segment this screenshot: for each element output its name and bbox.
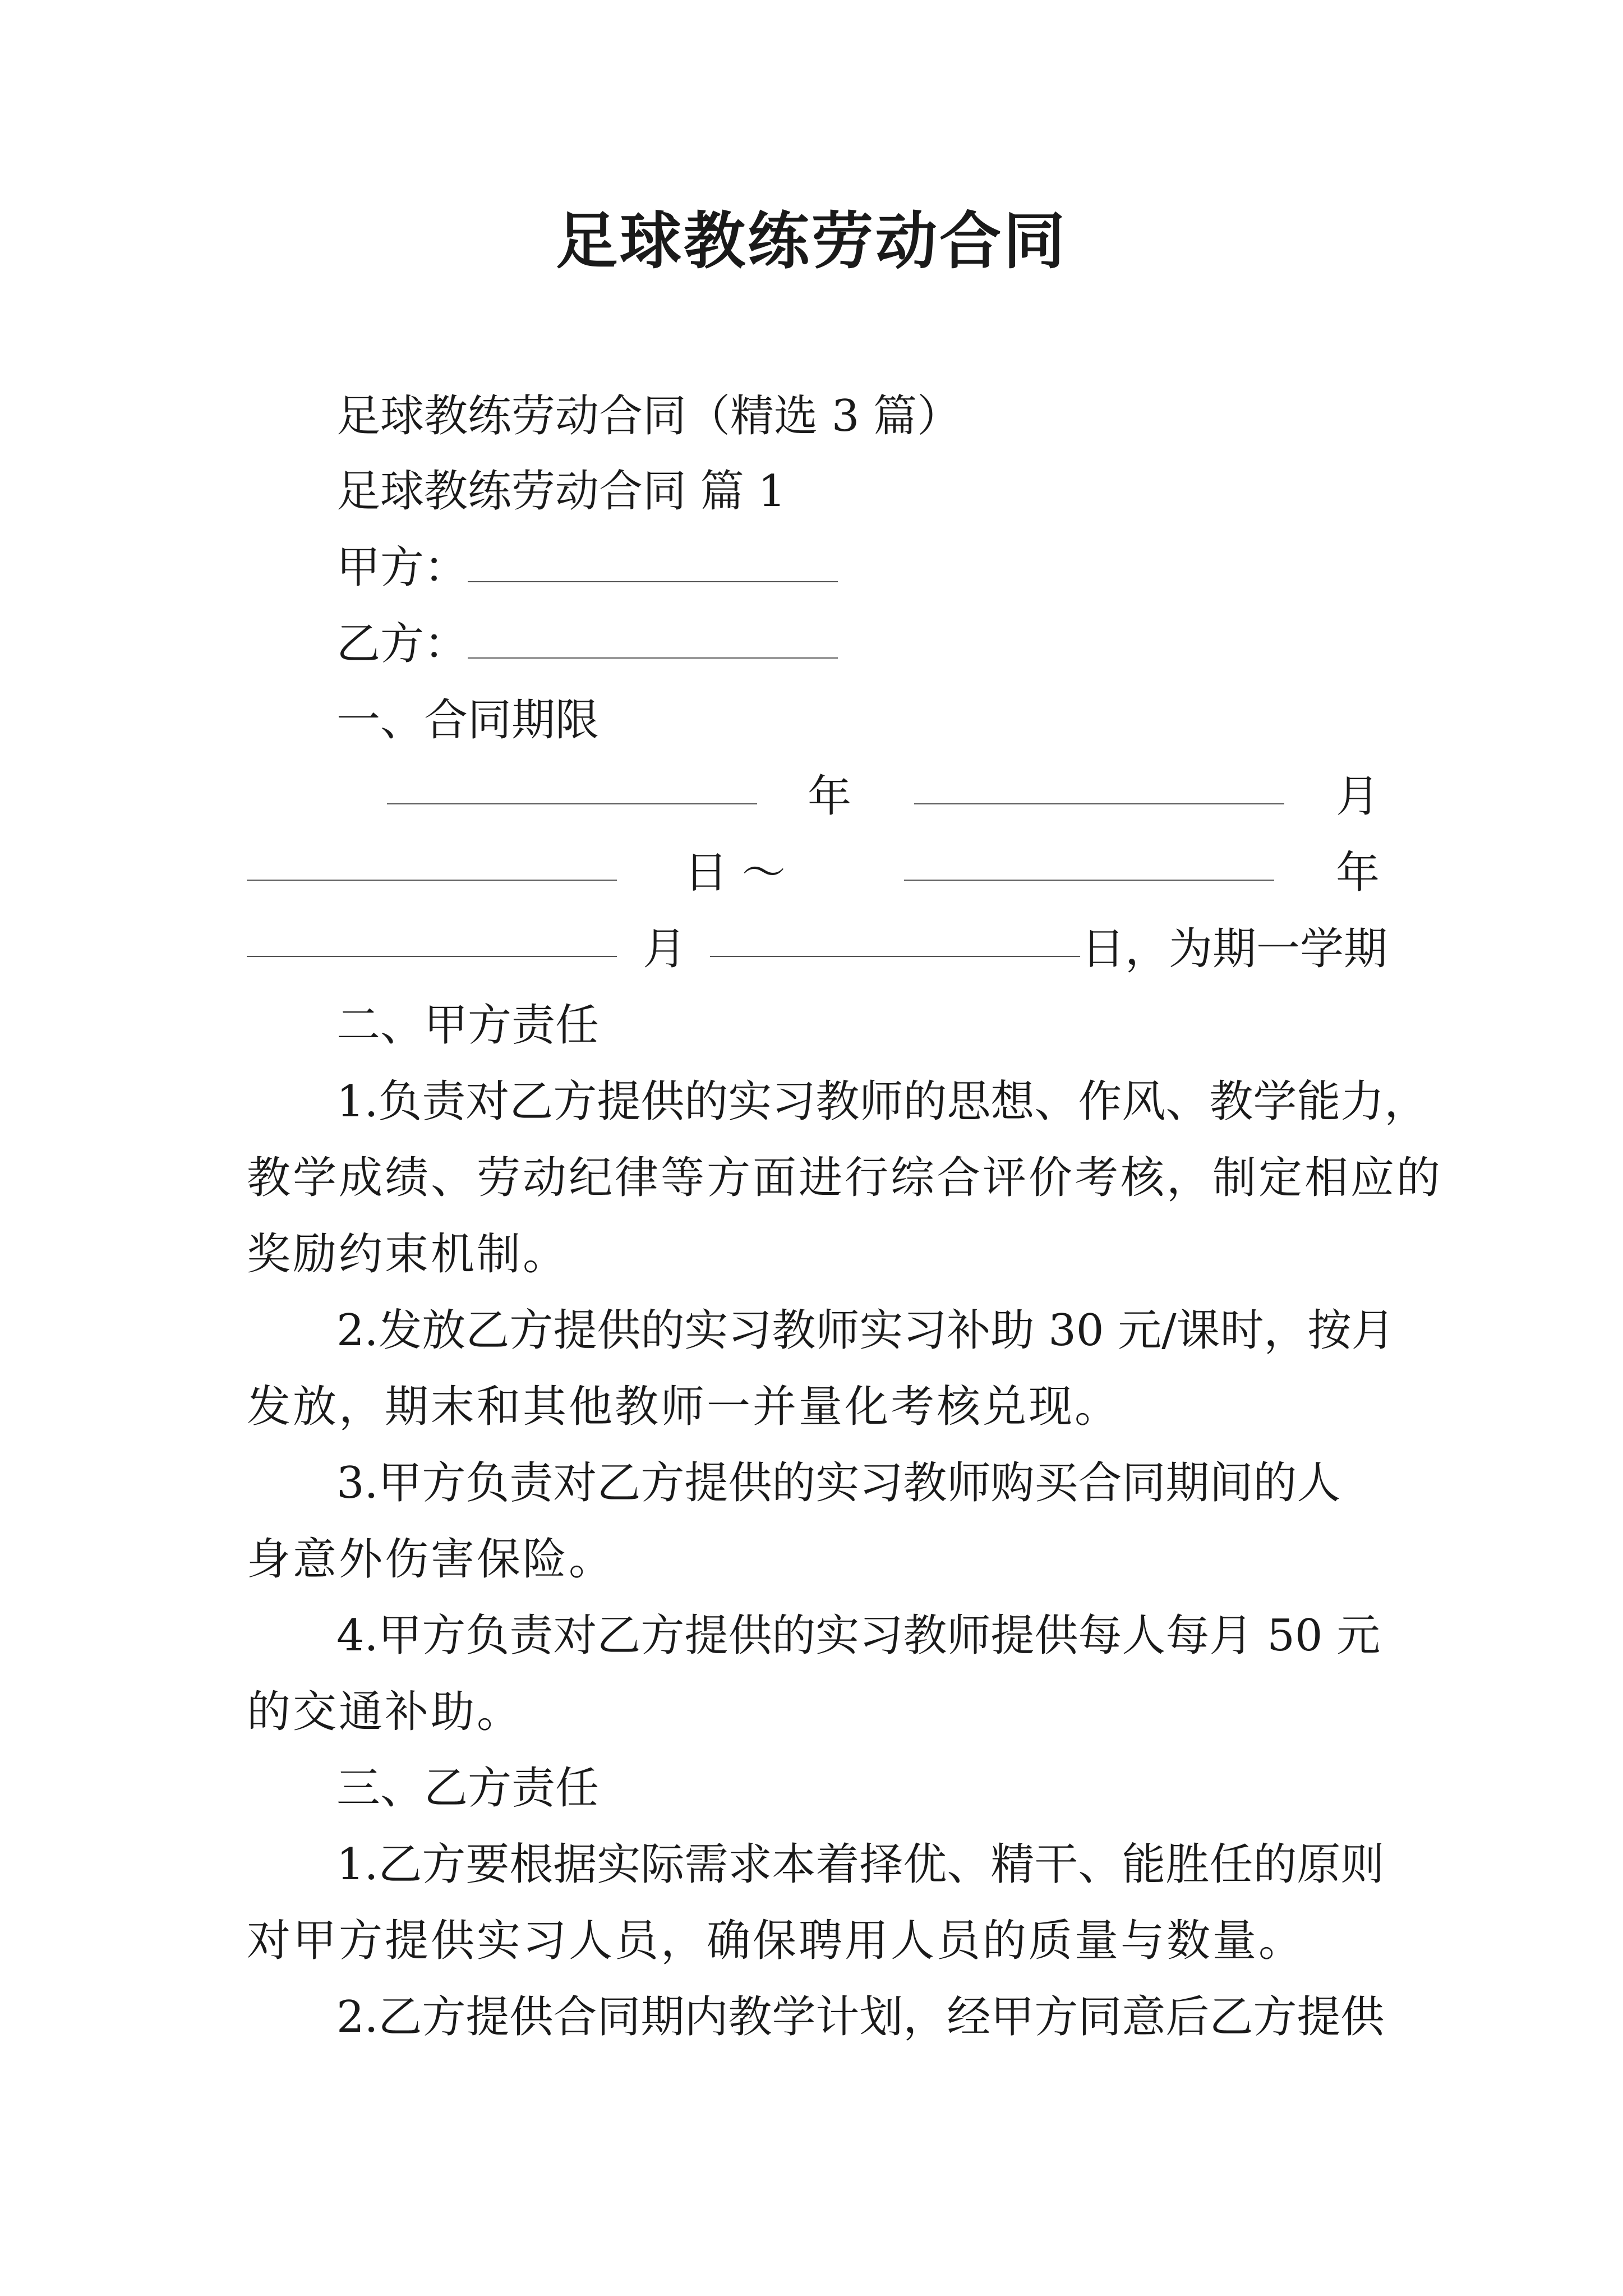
party-b-item2-line1: 2.乙方提供合同期内教学计划，经甲方同意后乙方提供: [336, 1992, 1385, 2042]
start-day-label: 日 ～: [684, 848, 786, 898]
party-b-duties-heading: 三、乙方责任: [336, 1763, 600, 1814]
party-b-item1-line2: 对甲方提供实习人员，确保聘用人员的质量与数量。: [247, 1916, 1305, 1966]
party-a-item1-line3: 奖励约束机制。: [247, 1229, 569, 1280]
party-a-item4-line2: 的交通补助。: [247, 1687, 523, 1737]
party-b-label: 乙方：: [336, 619, 468, 669]
term-end-text: 日，为期一学期: [1081, 924, 1388, 974]
start-year-blank: [387, 769, 757, 804]
end-month-label: 月: [643, 924, 687, 974]
start-month-label: 月: [1336, 771, 1380, 822]
party-b-blank: [468, 623, 838, 659]
party-a-item1-line1: 1.负责对乙方提供的实习教师的思想、作风、教学能力，: [336, 1076, 1428, 1127]
end-day-blank: [710, 921, 1080, 957]
end-year-blank: [904, 845, 1274, 881]
document-subtitle: 足球教练劳动合同（精选 3 篇）: [336, 391, 961, 441]
party-a-item1-line2: 教学成绩、劳动纪律等方面进行综合评价考核，制定相应的: [247, 1153, 1443, 1203]
party-b-item1-line1: 1.乙方要根据实际需求本着择优、精干、能胜任的原则: [336, 1839, 1385, 1890]
party-a-blank: [468, 546, 838, 582]
end-year-label: 年: [1336, 848, 1380, 898]
start-month-blank: [914, 769, 1284, 804]
term-date-row-1: [247, 769, 1380, 825]
start-day-blank: [247, 845, 617, 881]
party-a-item4-line1: 4.甲方负责对乙方提供的实习教师提供每人每月 50 元: [336, 1611, 1381, 1661]
document-title: 足球教练劳动合同: [556, 205, 1067, 277]
start-year-label: 年: [808, 771, 852, 822]
party-a-item3-line1: 3.甲方负责对乙方提供的实习教师购买合同期间的人: [336, 1458, 1341, 1508]
section-heading: 足球教练劳动合同 篇 1: [336, 466, 786, 517]
party-a-duties-heading: 二、甲方责任: [336, 1000, 600, 1051]
party-a-label: 甲方：: [336, 542, 468, 593]
term-date-row-2: [247, 845, 1380, 901]
party-a-line: [336, 540, 838, 596]
end-month-blank: [247, 921, 617, 957]
party-b-line: [336, 616, 838, 672]
party-a-item3-line2: 身意外伤害保险。: [247, 1534, 615, 1585]
party-a-item2-line2: 发放，期末和其他教师一并量化考核兑现。: [247, 1382, 1121, 1432]
party-a-item2-line1: 2.发放乙方提供的实习教师实习补助 30 元/课时，按月: [336, 1305, 1395, 1356]
term-date-row-3: [247, 921, 1388, 977]
term-heading: 一、合同期限: [336, 695, 600, 746]
